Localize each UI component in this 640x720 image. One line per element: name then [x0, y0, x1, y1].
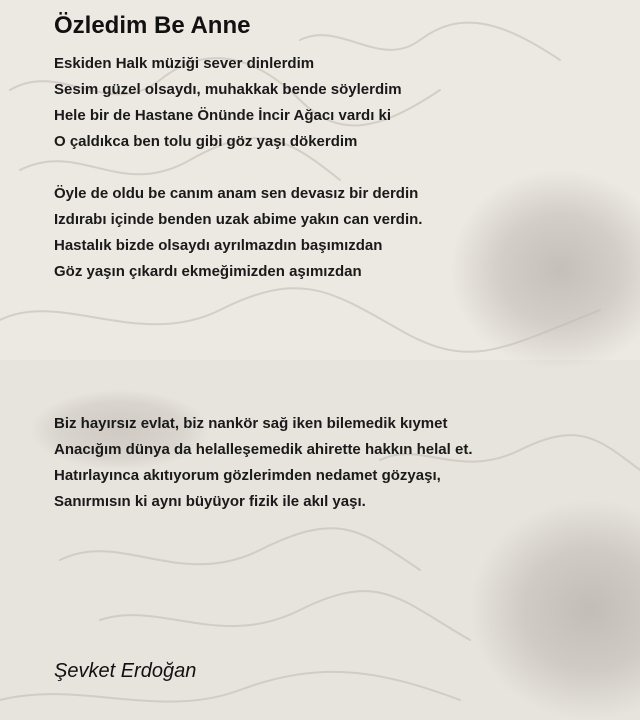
- poem-line: Izdırabı içinde benden uzak abime yakın can verdin.: [54, 211, 423, 228]
- stanza-2: [54, 181, 422, 285]
- poem-line: Hastalık bizde olsaydı ayrılmazdın başımızdan: [54, 237, 383, 254]
- poem-title: Özledim Be Anne: [54, 12, 251, 39]
- poem-line: Göz yaşın çıkardı ekmeğimizden aşımızdan: [54, 263, 362, 280]
- poem-line: Sesim güzel olsaydı, muhakkak bende söylerdim: [54, 81, 402, 98]
- poem-line: O çaldıkca ben tolu gibi göz yaşı dökerdim: [54, 133, 358, 150]
- stanza-3: [54, 411, 472, 515]
- poem-line: Biz hayırsız evlat, biz nankör sağ iken bilemedik kıymet: [54, 415, 448, 432]
- poem-line: Eskiden Halk müziği sever dinlerdim: [54, 55, 315, 72]
- poem-line: Hele bir de Hastane Önünde İncir Ağacı vardı ki: [54, 107, 392, 124]
- poem-line: Anacığım dünya da helalleşemedik ahirette hakkın helal et.: [54, 441, 473, 458]
- poem-line: Öyle de oldu be canım anam sen devasız bir derdin: [54, 185, 419, 202]
- stanza-1: [54, 51, 402, 155]
- poem-line: Sanırmısın ki aynı büyüyor fizik ile akıl yaşı.: [54, 493, 366, 510]
- poem-line: Hatırlayınca akıtıyorum gözlerimden nedamet gözyaşı,: [54, 467, 441, 484]
- poem-author: Şevket Erdoğan: [54, 660, 197, 682]
